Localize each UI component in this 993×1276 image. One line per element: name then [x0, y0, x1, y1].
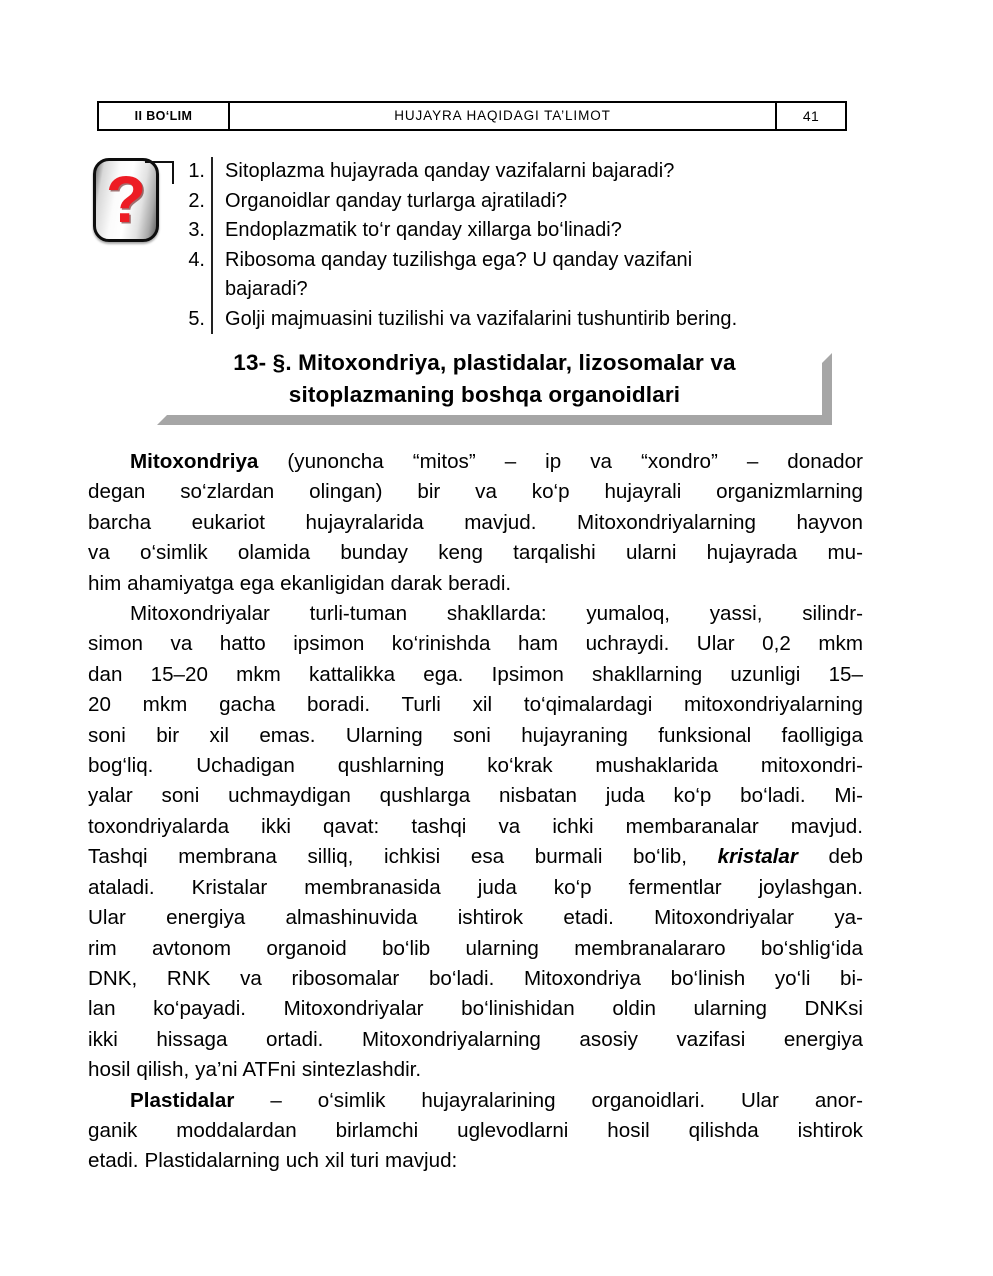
text-line: etadi. Plastidalarning uch xil turi mavjud: [88, 1149, 458, 1173]
text-line: ikki hissaga ortadi. Mitoxondriyalarning asosiy vazifasi energiya [88, 1027, 863, 1051]
running-header [97, 101, 847, 131]
lead-term-plastidalar: Plastidalar [130, 1088, 235, 1112]
paragraph-plastidalar [88, 1086, 863, 1177]
text-line: dan 15–20 mkm kattalikka ega. Ipsimon shakllarning uzunligi 15– [88, 662, 863, 686]
list-item [171, 216, 883, 246]
questions-vertical-rule [211, 305, 213, 335]
question-text-continuation: bajaradi? [225, 278, 308, 300]
question-number: 1. [188, 160, 205, 182]
question-text-wrapper [225, 246, 883, 305]
text-run: (yunoncha “mitos” – ip va “xondro” – donador [258, 450, 863, 473]
section-heading-plate [147, 343, 822, 415]
text-line [88, 1086, 863, 1116]
text-line: him ahamiyatga ega ekanligidan darak beradi. [88, 571, 512, 595]
list-item [171, 305, 883, 335]
questions-list [171, 157, 883, 334]
text-line: hosil qilish, ya’ni ATFni sintezlashdir. [88, 1058, 422, 1082]
text-line: Tashqi membrana silliq, ichkisi esa burmali bo‘lib, kristalar deb [88, 845, 863, 869]
text-line: DNK, RNK va ribosomalar bo‘ladi. Mitoxondriya bo‘linish yo‘li bi- [88, 966, 863, 990]
header-title: HUJAYRA HAQIDAGI TA’LIMOT [230, 103, 777, 129]
text-line: degan so‘zlardan olingan) bir va ko‘p hujayrali organizmlarning [88, 480, 863, 504]
questions-vertical-rule [211, 157, 213, 187]
emphasis-term-kristalar: kristalar [717, 845, 798, 869]
questions-vertical-rule [211, 187, 213, 217]
text-line: ganik moddalardan birlamchi uglevodlarni hosil qilishda ishtirok [88, 1118, 863, 1142]
header-section-label: II BO‘LIM [99, 103, 230, 129]
text-run: – o‘simlik hujayralarining organoidlari. Ular anor- [234, 1088, 863, 1112]
question-text: Ribosoma qanday tuzilishga ega? U qanday vazifani [225, 248, 693, 271]
paragraph-shakllar [88, 599, 863, 1086]
question-text: Endoplazmatik to‘r qanday xillarga bo‘linadi? [225, 219, 622, 241]
text-line: va o‘simlik olamida bunday keng tarqalishi ularni hujayrada mu- [88, 541, 863, 565]
text-line: ataladi. Kristalar membranasida juda ko‘p fermentlar joylashgan. [88, 875, 863, 899]
question-mark-icon-glyph: ? [105, 162, 147, 236]
section-heading-line1: 13- §. Mitoxondriya, plastidalar, lizosomalar va [233, 350, 736, 375]
lead-term-mitoxondriya: Mitoxondriya [130, 450, 259, 473]
list-item [171, 157, 883, 187]
list-item [171, 246, 883, 305]
question-number: 4. [188, 248, 205, 271]
text-line: simon va hatto ipsimon ko‘rinishda ham uchraydi. Ular 0,2 mkm [88, 632, 863, 656]
section-heading-text [233, 347, 735, 411]
question-text: Sitoplazma hujayrada qanday vazifalarni bajaradi? [225, 160, 675, 182]
paragraph-mitoxondriya [88, 447, 863, 599]
text-line: 20 mkm gacha boradi. Turli xil to‘qimalardagi mitoxondriyalarning [88, 693, 863, 717]
text-line: lan ko‘payadi. Mitoxondriyalar bo‘linishidan oldin ularning DNKsi [88, 997, 863, 1021]
question-text: Organoidlar qanday turlarga ajratiladi? [225, 189, 568, 212]
section-heading-line2: sitoplazmaning boshqa organoidlari [288, 382, 681, 407]
text-line: toxondriyalarda ikki qavat: tashqi va ichki membaranalar mavjud. [88, 814, 863, 838]
text-line: bog‘liq. Uchadigan qushlarning ko‘krak mushaklarida mitoxondri- [88, 754, 863, 778]
text-line: soni bir xil emas. Ularning soni hujayraning funksional faolligiga [88, 723, 863, 747]
body-copy [88, 447, 863, 1177]
text-line: rim avtonom organoid bo‘lib ularning membranalararo bo‘shlig‘ida [88, 936, 863, 960]
text-line: barcha eukariot hujayralarida mavjud. Mitoxondriyalarning hayvon [88, 510, 863, 534]
question-text: Golji majmuasini tuzilishi va vazifalarini tushuntirib bering. [225, 307, 738, 330]
text-line [88, 447, 863, 477]
text-line: Mitoxondriyalar turli-tuman shakllarda: yumaloq, yassi, silindr- [130, 602, 863, 626]
question-number: 5. [188, 307, 205, 330]
question-bracket-connector [145, 161, 174, 184]
text-line: Ular energiya almashinuvida ishtirok etadi. Mitoxondriyalar ya- [88, 906, 863, 930]
question-number: 3. [188, 219, 205, 241]
question-number: 2. [188, 189, 205, 212]
page-number: 41 [802, 108, 820, 124]
questions-vertical-rule [211, 246, 213, 305]
questions-vertical-rule [211, 216, 213, 246]
text-line: yalar soni uchmaydigan qushlarga nisbatan juda ko‘p bo‘ladi. Mi- [88, 784, 863, 808]
section-heading [147, 343, 822, 415]
list-item [171, 187, 883, 217]
